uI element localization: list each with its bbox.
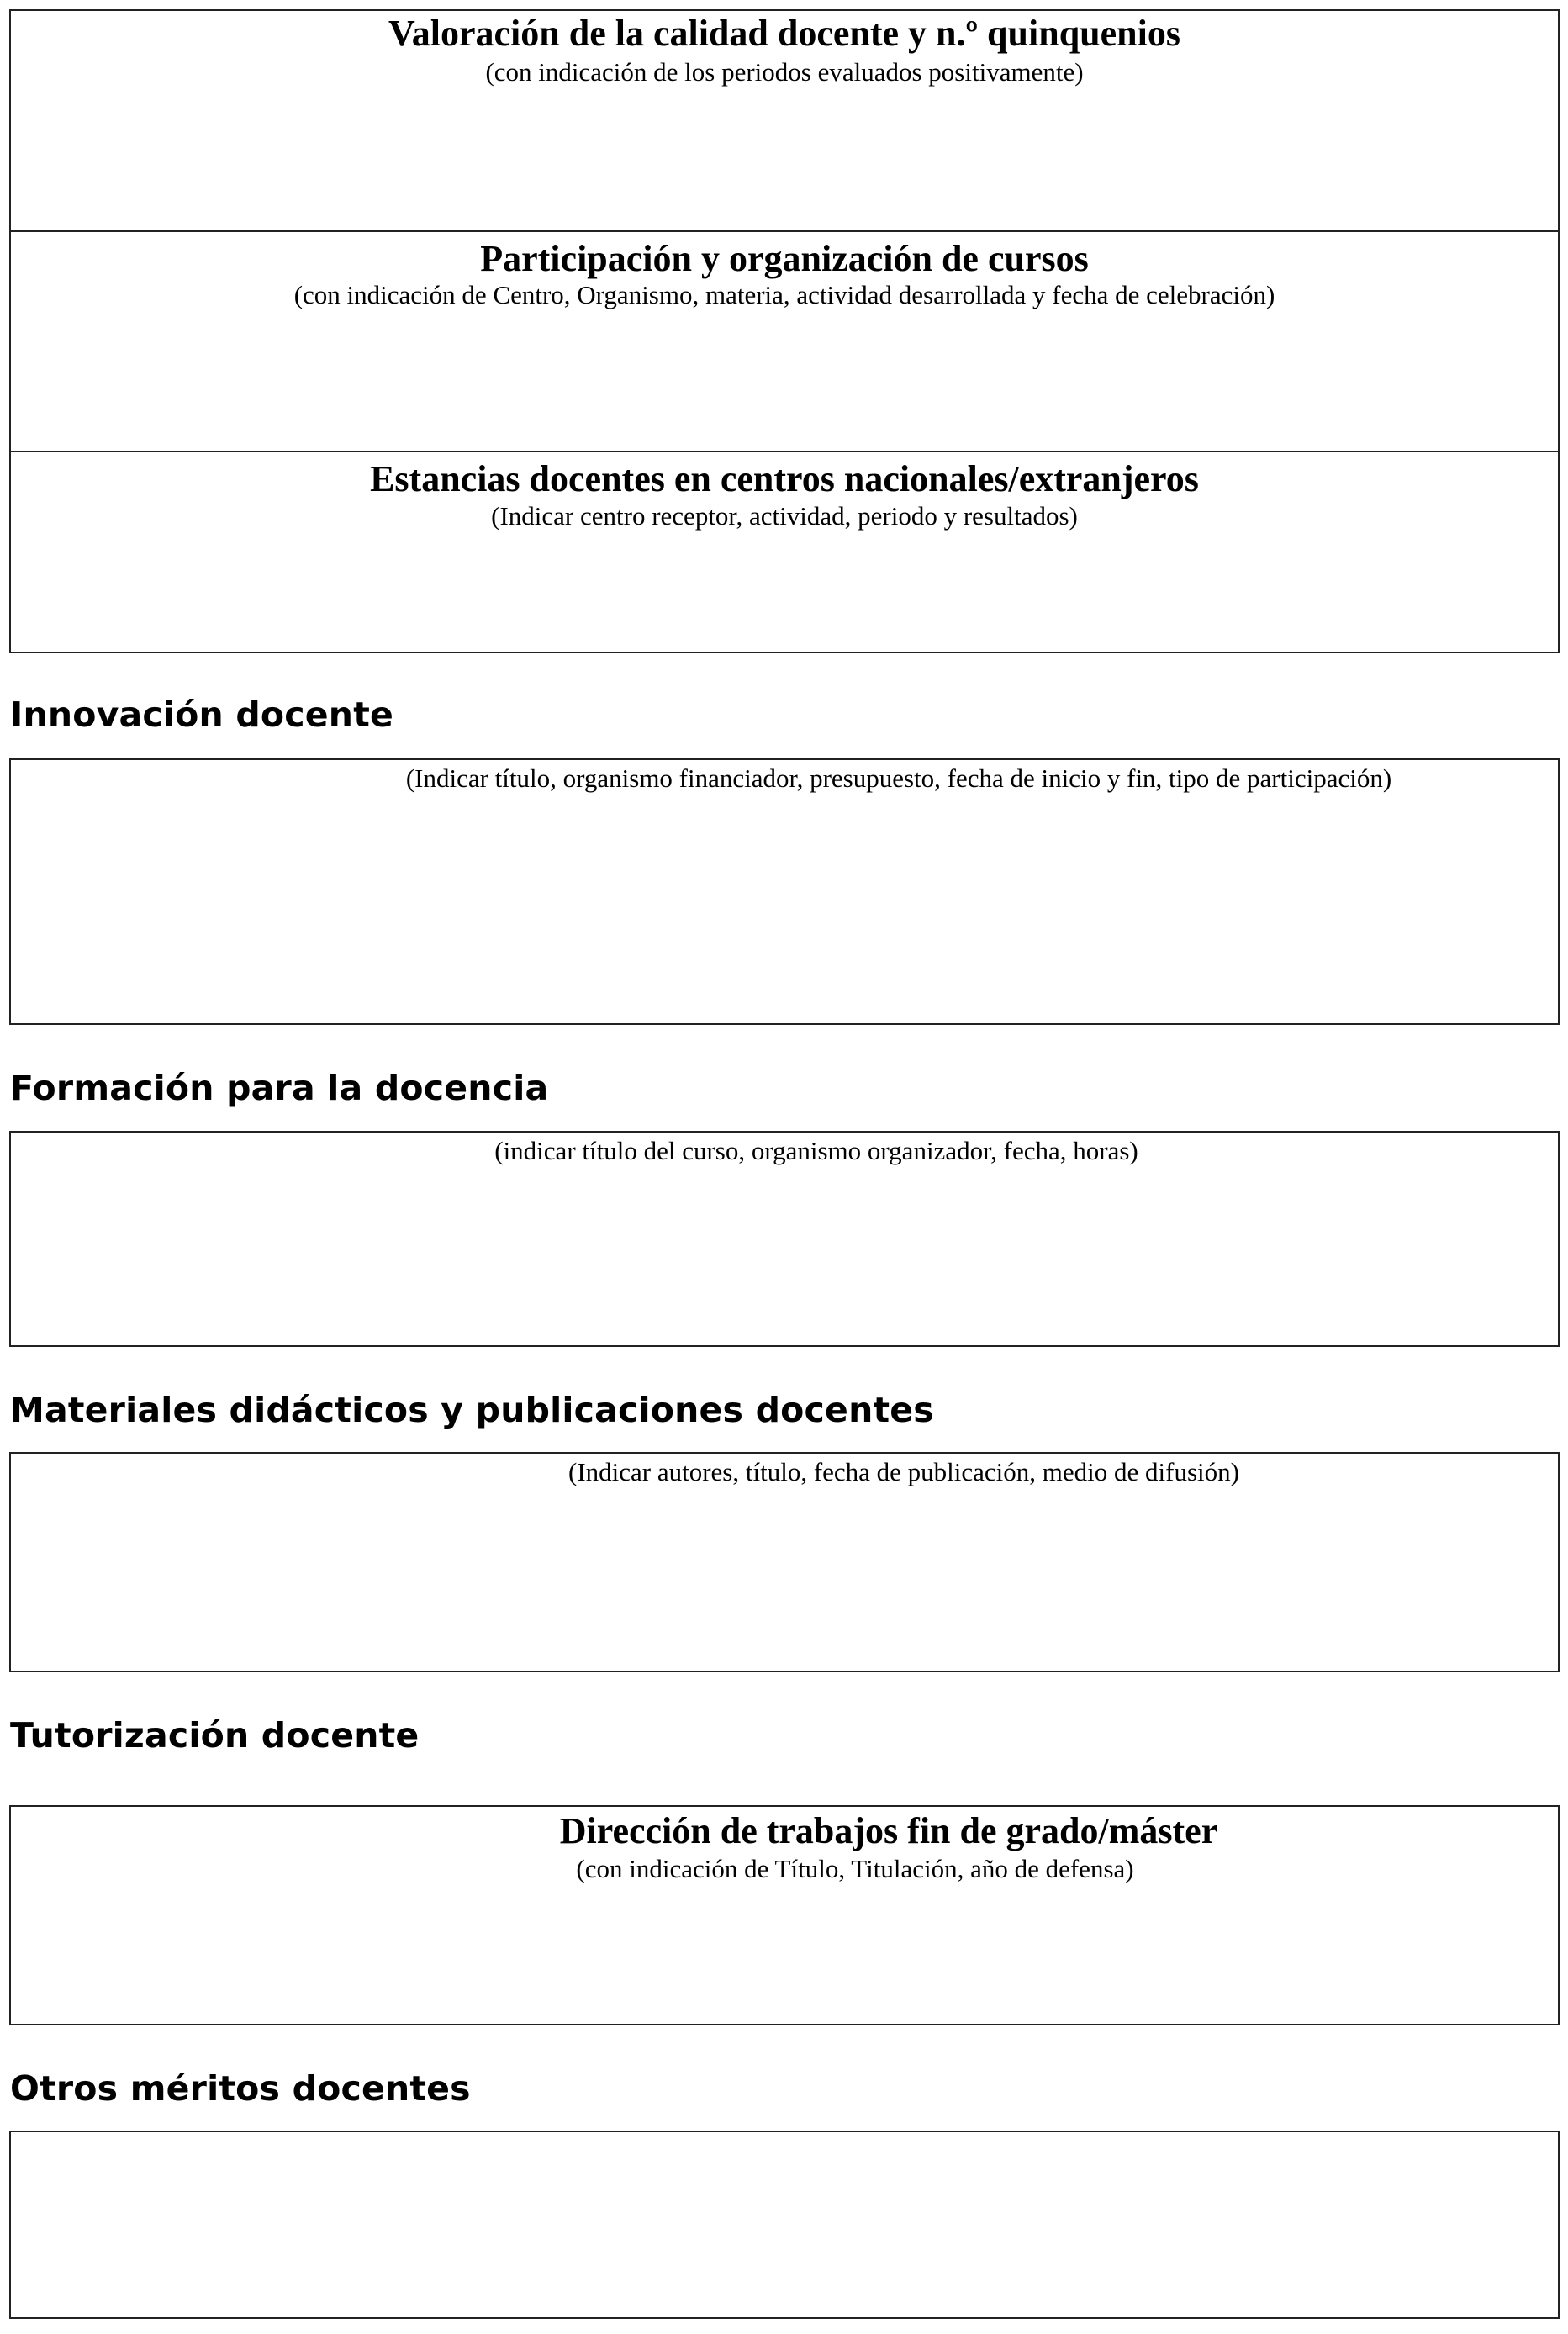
input-area-training[interactable] <box>11 1170 1558 1345</box>
tutoring-box <box>9 1805 1560 2025</box>
other-merits-box <box>9 2131 1560 2319</box>
cell-teaching-stays <box>11 451 1558 653</box>
input-area-tutoring[interactable] <box>11 1888 1558 2024</box>
tutoring-subtitle: (con indicación de Título, Titulación, año de defensa) <box>576 1854 1134 1883</box>
cell-title-teaching-stays: Estancias docentes en centros nacionales/extranjeros <box>370 458 1199 499</box>
section-heading-other-merits: Otros méritos docentes <box>10 2068 471 2109</box>
section-heading-training: Formación para la docencia <box>10 1068 549 1108</box>
cell-courses <box>11 230 1558 451</box>
materials-subtitle: (Indicar autores, título, fecha de publicación, medio de difusión) <box>568 1457 1239 1486</box>
innovation-box <box>9 758 1560 1025</box>
materials-box <box>9 1452 1560 1672</box>
cell-teaching-quality <box>11 11 1558 230</box>
training-box <box>9 1131 1560 1347</box>
training-subtitle: (indicar título del curso, organismo organizador, fecha, horas) <box>494 1136 1138 1165</box>
input-area-courses[interactable] <box>11 314 1558 451</box>
tutoring-box-title: Dirección de trabajos fin de grado/máster <box>559 1810 1218 1851</box>
cell-subtitle-courses: (con indicación de Centro, Organismo, materia, actividad desarrollada y fecha de celebración) <box>293 280 1275 309</box>
input-area-materials[interactable] <box>11 1492 1558 1671</box>
cell-title-courses: Participación y organización de cursos <box>480 238 1089 279</box>
input-area-teaching-quality[interactable] <box>11 91 1558 230</box>
innovation-subtitle: (Indicar título, organismo financiador, presupuesto, fecha de inicio y fin, tipo de participación) <box>405 763 1392 793</box>
teaching-merits-block <box>9 9 1560 653</box>
cell-subtitle-teaching-stays: (Indicar centro receptor, actividad, periodo y resultados) <box>491 501 1078 531</box>
section-heading-innovation: Innovación docente <box>10 694 394 735</box>
cell-subtitle-teaching-quality: (con indicación de los periodos evaluados positivamente) <box>485 57 1084 87</box>
input-area-other-merits[interactable] <box>11 2132 1558 2317</box>
section-heading-tutoring: Tutorización docente <box>10 1715 420 1756</box>
section-heading-materials: Materiales didácticos y publicaciones docentes <box>10 1390 934 1430</box>
input-area-teaching-stays[interactable] <box>11 535 1558 653</box>
cell-title-teaching-quality: Valoración de la calidad docente y n.º quinquenios <box>388 13 1180 54</box>
input-area-innovation[interactable] <box>11 798 1558 1023</box>
